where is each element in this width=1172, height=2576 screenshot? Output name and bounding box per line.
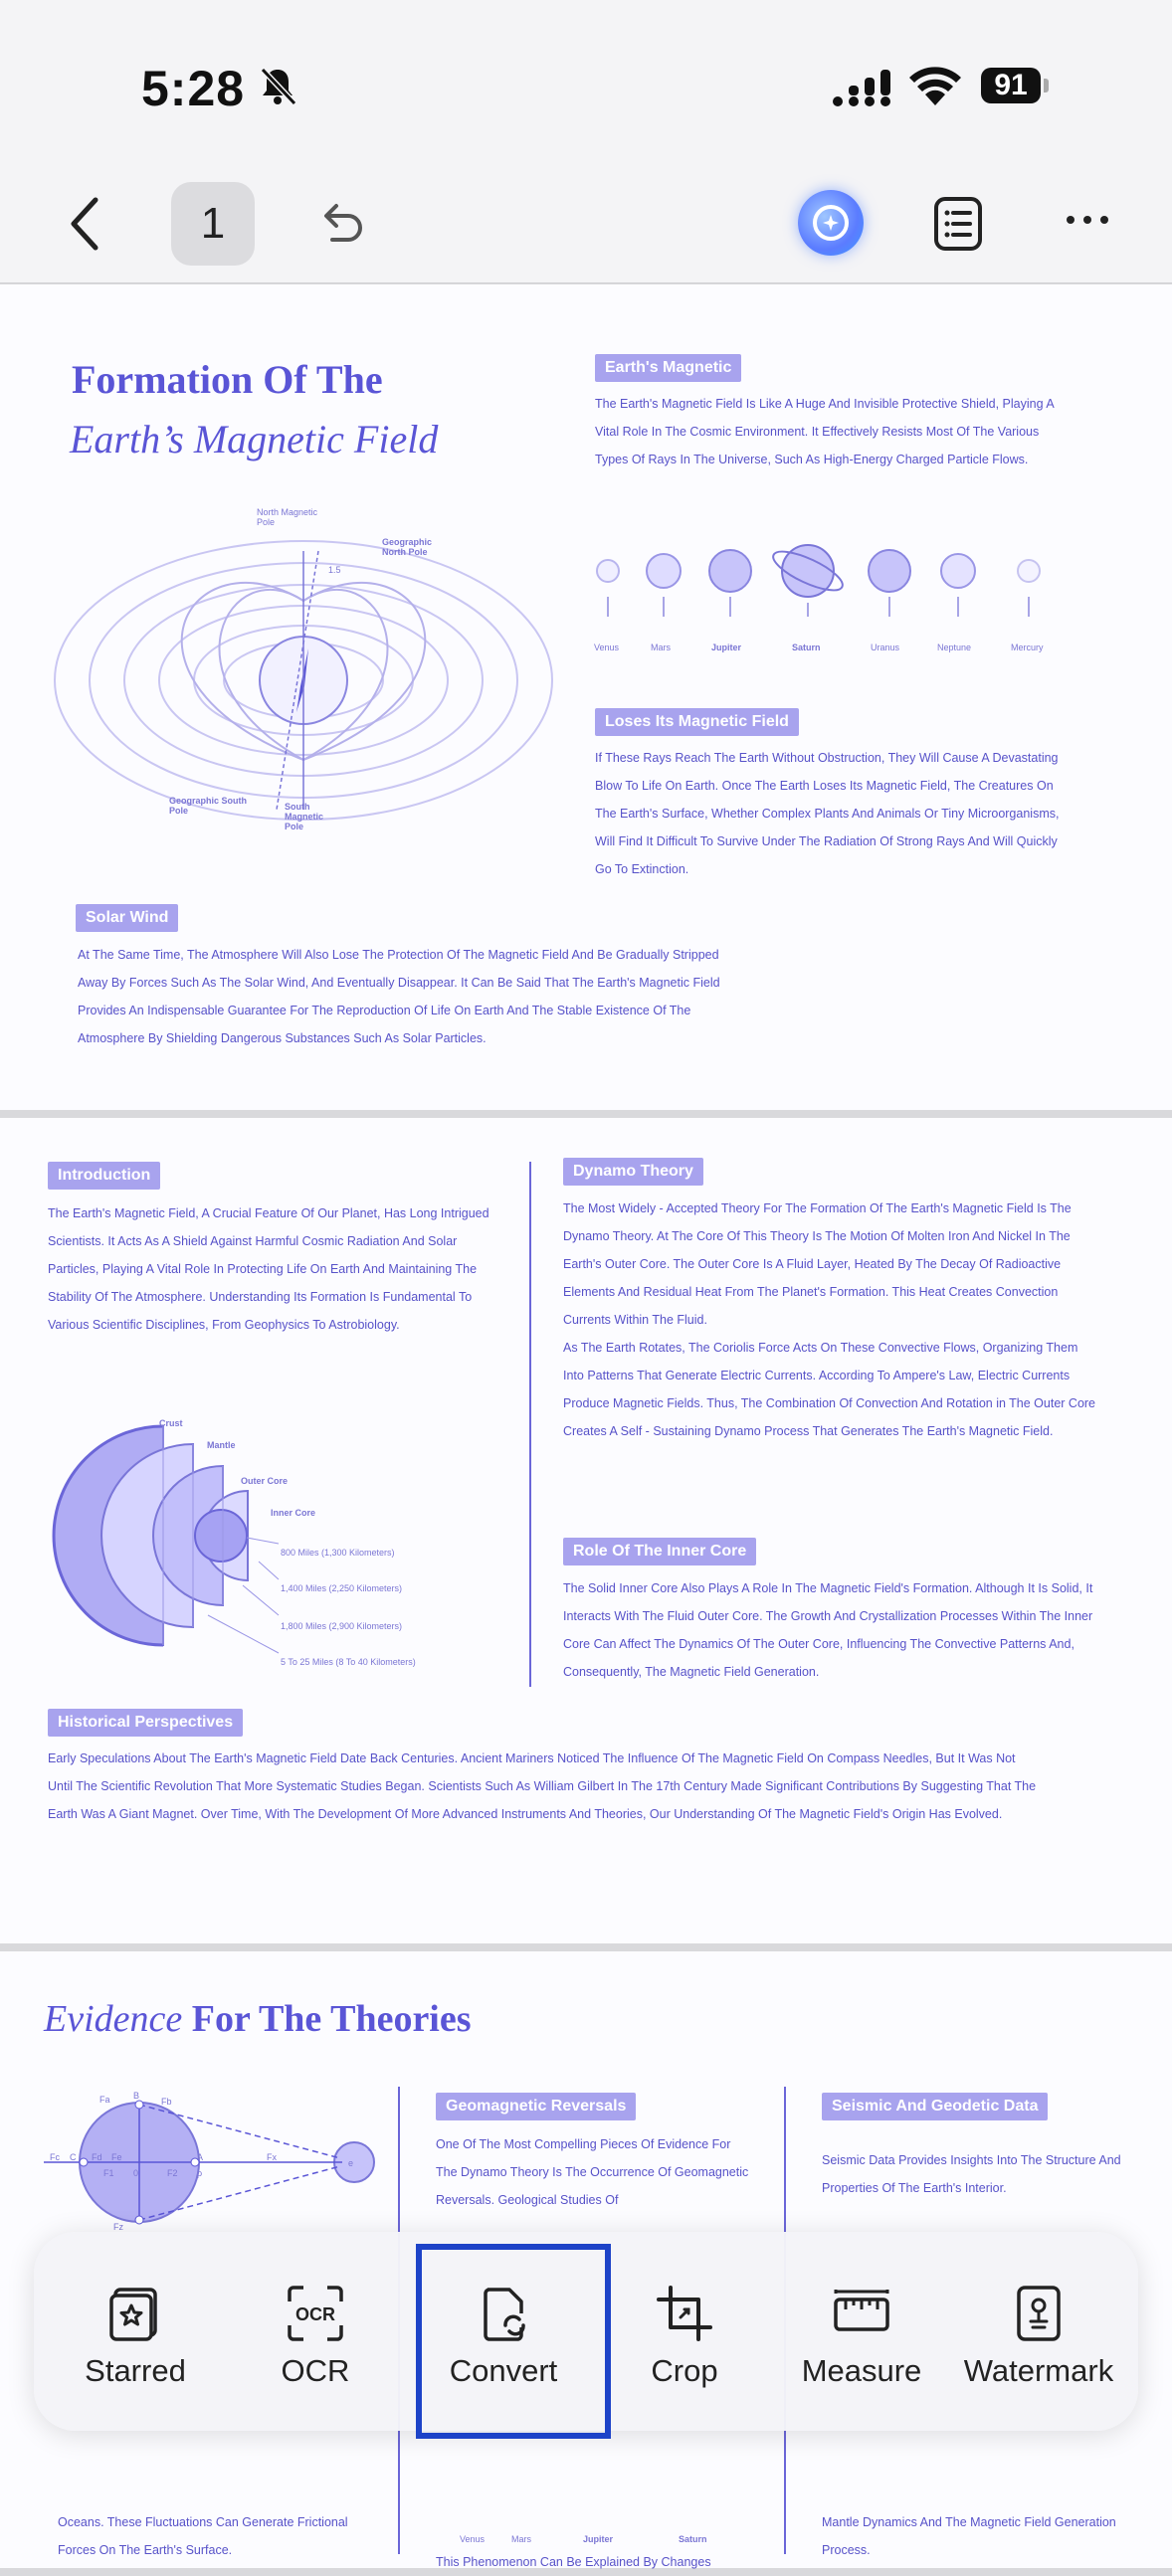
dynamo-text-2: As The Earth Rotates, The Coriolis Force Acts On These Convective Flows, Organizing Them Into Patterns That Generate Electric Currents. According To Ampere's Law, Electric Currents Produce Magnetic Fields. Thus, The Combination Of Convection And Rotation in The Outer Core Creates A Self - Sustaining Dynamo Process That Generates The Earth's Magnetic Field. <box>563 1341 1096 1438</box>
title-italic: Evidence <box>44 1998 183 2040</box>
page-title: Formation Of The <box>72 357 383 402</box>
planet-label: Venus <box>594 643 620 652</box>
planet-label: Neptune <box>937 643 972 652</box>
action-label: OCR <box>281 2353 350 2388</box>
inner-core-label: Inner Core <box>271 1508 316 1518</box>
section-tag-inner-core: Role Of The Inner Core <box>563 1538 756 1565</box>
status-bar <box>0 0 1172 174</box>
force-label: 0 <box>133 2168 139 2178</box>
planet-label: Mars <box>651 643 671 652</box>
outline-list-icon[interactable] <box>933 196 983 252</box>
section-tag-earths-magnetic: Earth's Magnetic <box>595 354 741 382</box>
action-label: Crop <box>651 2353 718 2388</box>
mantle-label: Mantle <box>207 1440 236 1450</box>
document-viewer[interactable] <box>0 284 1172 2569</box>
introduction-text: The Earth's Magnetic Field, A Crucial Feature Of Our Planet, Has Long Intrigued Scientists. It Acts As A Shield Against Harmful Cosmic Radiation And Solar Particles, Playing A Vital Role In Protecting Life On Earth And Maintaining The Stability Of The Atmosphere. Understanding Its Formation Is Fundamental To Various Scientific Disciplines, From Geophysics To Astrobiology. <box>48 1206 489 1332</box>
crust-label: Crust <box>159 1418 183 1428</box>
action-label: Measure <box>801 2353 922 2388</box>
force-label: A <box>197 2152 204 2162</box>
section-tag-introduction: Introduction <box>48 1162 160 1190</box>
phenomenon-text: This Phenomenon Can Be Explained By Changes <box>436 2555 711 2569</box>
page-title <box>44 1997 472 2041</box>
more-options-icon[interactable] <box>1063 200 1112 240</box>
force-diagram <box>44 2097 392 2236</box>
ai-assistant-icon[interactable] <box>798 190 864 256</box>
force-label: Fc <box>50 2152 60 2162</box>
planet-label: Mercury <box>1011 643 1044 652</box>
page-number-button[interactable]: 1 <box>171 182 255 266</box>
action-label: Watermark <box>963 2353 1114 2388</box>
planet-label: Saturn <box>679 2534 707 2544</box>
force-label: Fe <box>111 2152 122 2162</box>
distance-label: 1,400 Miles (2,250 Kilometers) <box>281 1583 403 1593</box>
action-label: Starred <box>85 2353 186 2388</box>
bottom-action-bar <box>34 2232 1138 2431</box>
section-tag-historical: Historical Perspectives <box>48 1709 243 1737</box>
north-magnetic-pole-label: North Magnetic Pole <box>257 507 318 527</box>
planet-label: Saturn <box>792 643 821 652</box>
section-tag-loses-field: Loses Its Magnetic Field <box>595 708 799 736</box>
historical-text: Early Speculations About The Earth's Magnetic Field Date Back Centuries. Ancient Mariners Noticed The Influence Of The Magnetic Field On Compass Needles, But It Was Not Until The Scientific Revolution That More Systematic Studies Began. Scientists Such As William Gilbert In The 17th Century Made Significant Contributions By Suggesting That The Earth Was A Giant Magnet. Over Time, With The Development Of More Advanced Instruments And Theories, Our Understanding Of The Magnetic Field's Origin Has Evolved. <box>48 1751 1037 1821</box>
seismic-text: Seismic Data Provides Insights Into The Structure And Properties Of The Earth's Interior. <box>822 2153 1121 2195</box>
force-label: Fx <box>267 2152 277 2162</box>
back-chevron-icon[interactable] <box>62 194 111 254</box>
ruler-icon <box>832 2284 891 2343</box>
cellular-signal-icon <box>832 68 891 107</box>
force-label: C <box>70 2152 77 2162</box>
document-page-1 <box>0 284 1172 1110</box>
force-label: ρ <box>197 2168 203 2178</box>
watermark-button[interactable] <box>951 2232 1126 2431</box>
oceans-text: Oceans. These Fluctuations Can Generate Frictional Forces On The Earth's Surface. <box>58 2515 348 2557</box>
planet-label: Jupiter <box>583 2534 614 2544</box>
force-label: Fb <box>161 2097 172 2107</box>
section-tag-geomagnetic: Geomagnetic Reversals <box>436 2093 636 2120</box>
title-bold: For The Theories <box>191 1998 472 2040</box>
geomagnetic-text: One Of The Most Compelling Pieces Of Evidence For The Dynamo Theory Is The Occurrence Of Geomagnetic Reversals. Geological Studies Of <box>436 2137 749 2207</box>
inner-core-text: The Solid Inner Core Also Plays A Role In The Magnetic Field's Formation. Although It Is Solid, It Interacts With The Fluid Outer Core. The Growth And Crystallization Processes Within The Inner Core Can Affect The Dynamics Of The Outer Core, Influencing The Convective Patterns And, Consequently, The Magnetic Field Generation. <box>563 1581 1093 1679</box>
earth-layers-diagram <box>44 1416 342 1655</box>
force-label: F2 <box>167 2168 178 2178</box>
ocr-icon <box>286 2284 345 2343</box>
column-divider <box>529 1162 531 1687</box>
geographic-north-pole-label: Geographic North Pole <box>382 537 433 557</box>
wifi-icon <box>907 64 963 107</box>
convert-button[interactable] <box>416 2232 591 2431</box>
bell-muted-icon <box>255 64 300 109</box>
force-label: B <box>133 2091 140 2101</box>
svg-text:OCR: OCR <box>295 2304 335 2324</box>
page-subtitle: Earth’s Magnetic Field <box>70 417 439 461</box>
distance-label: 1,800 Miles (2,900 Kilometers) <box>281 1621 403 1631</box>
solar-wind-text: At The Same Time, The Atmosphere Will Also Lose The Protection Of The Magnetic Field And Be Gradually Stripped Away By Forces Such As The Solar Wind, And Eventually Disappear. It Can Be Said That The Earth's Magnetic Field Provides An Indispensable Guarantee For The Reproduction Of Life On Earth And The Stable Existence Of The Atmosphere By Shielding Dangerous Substances Such As Solar Particles. <box>78 948 720 1045</box>
planets-illustration <box>593 539 1061 619</box>
action-label: Convert <box>449 2353 558 2388</box>
star-icon <box>105 2284 165 2343</box>
distance-label: 5 To 25 Miles (8 To 40 Kilometers) <box>281 1657 416 1667</box>
document-toolbar <box>0 174 1172 283</box>
planet-label: Uranus <box>871 643 900 652</box>
planet-label: Jupiter <box>711 643 742 652</box>
distance-label: 800 Miles (1,300 Kilometers) <box>281 1548 395 1558</box>
force-label: F1 <box>103 2168 114 2178</box>
force-label: e <box>348 2158 354 2168</box>
outer-core-label: Outer Core <box>241 1476 289 1486</box>
ocr-button[interactable] <box>228 2232 403 2431</box>
planet-label: Mars <box>511 2534 531 2544</box>
geographic-south-pole-label: Geographic South Pole <box>169 796 248 816</box>
crop-button[interactable] <box>597 2232 772 2431</box>
section-tag-dynamo: Dynamo Theory <box>563 1158 703 1186</box>
magnetic-field-diagram <box>40 511 567 849</box>
angle-label: 1.5 <box>328 565 341 575</box>
status-time: 5:28 <box>141 61 246 116</box>
measure-button[interactable] <box>774 2232 949 2431</box>
force-label: Fz <box>113 2222 123 2232</box>
force-label: Fa <box>99 2095 110 2105</box>
watermark-icon <box>1009 2284 1069 2343</box>
undo-icon[interactable] <box>314 198 366 250</box>
planet-label: Venus <box>460 2534 486 2544</box>
convert-icon <box>474 2284 533 2343</box>
dynamo-text: The Most Widely - Accepted Theory For The Formation Of The Earth's Magnetic Field Is The Dynamo Theory. At The Core Of This Theory Is The Motion Of Molten Iron And Nickel In The Earth's Outer Core. The Outer Core Is A Fluid Layer, Heated By The Decay Of Radioactive Elements And Residual Heat From The Planet's Formation. This Heat Creates Convection Currents Within The Fluid. <box>563 1201 1072 1327</box>
south-magnetic-pole-label: South Magnetic Pole <box>285 802 324 831</box>
starred-button[interactable] <box>48 2232 223 2431</box>
force-label: Fd <box>92 2152 102 2162</box>
earths-magnetic-text: The Earth's Magnetic Field Is Like A Huge And Invisible Protective Shield, Playing A Vital Role In The Cosmic Environment. It Effectively Resists Most Of The Various Types Of Rays In The Universe, Such As High-Energy Charged Particle Flows. <box>595 397 1054 466</box>
loses-field-text: If These Rays Reach The Earth Without Obstruction, They Will Cause A Devastating Blow To Life On Earth. Once The Earth Loses Its Magnetic Field, The Creatures On The Earth's Surface, Whether Complex Plants And Animals Or Tiny Microorganisms, Will Find It Difficult To Survive Under The Radiation Of Strong Rays And Will Quickly Go To Extinction. <box>595 751 1060 876</box>
crop-icon <box>655 2284 714 2343</box>
battery-indicator: 91 <box>981 68 1041 103</box>
section-tag-solar-wind: Solar Wind <box>76 904 178 932</box>
document-page-2 <box>0 1118 1172 1943</box>
section-tag-seismic: Seismic And Geodetic Data <box>822 2093 1048 2120</box>
mantle-text: Mantle Dynamics And The Magnetic Field Generation Process. <box>822 2515 1116 2557</box>
